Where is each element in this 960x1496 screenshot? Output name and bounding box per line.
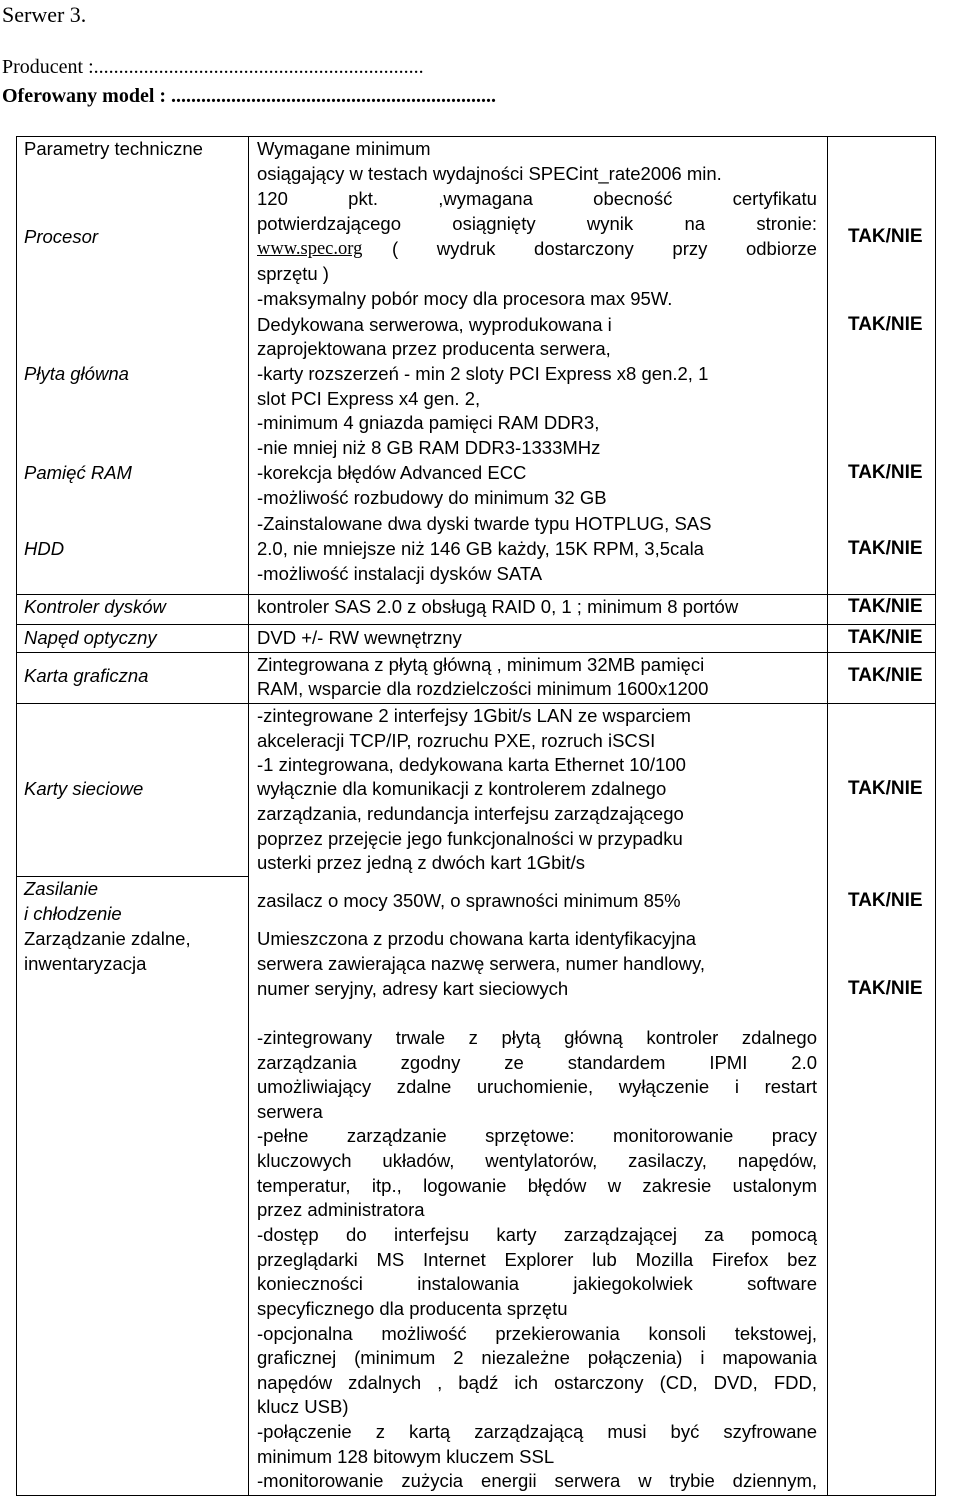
row-label: Karty sieciowe [24, 778, 144, 799]
row-line: Umieszczona z przodu chowana karta identyfikacyjna [257, 928, 697, 949]
row-line: Zintegrowana z płytą główną , minimum 32MB pamięci [257, 654, 705, 675]
row-line: umożliwiający zdalne uruchomienie, wyłączenie i restart [257, 1076, 817, 1097]
row-line: napędów zdalnych , bądź ich ostarczony (CD, DVD, FDD, [257, 1372, 817, 1393]
row-line: -minimum 4 gniazda pamięci RAM DDR3, [257, 412, 600, 433]
row-line: graficznej (minimum 2 niezależne połączenia) i mapowania [257, 1347, 817, 1368]
row-line: osiągający w testach wydajności SPECint_rate2006 min. [257, 163, 722, 184]
row-line: -1 zintegrowana, dedykowana karta Ethernet 10/100 [257, 754, 686, 775]
row-line: -połączenie z kartą zarządzającą musi być szyfrowane [257, 1421, 817, 1442]
row-label: HDD [24, 538, 65, 559]
row-line: minimum 128 bitowym kluczem SSL [257, 1446, 555, 1467]
row-line: wyłącznie dla komunikacji z kontrolerem zdalnego [257, 778, 667, 799]
row-line: przez administratora [257, 1199, 425, 1220]
producer-field: Producent :.................................................................. [2, 56, 424, 78]
row-line: -opcjonalna możliwość przekierowania konsoli tekstowej, [257, 1323, 817, 1344]
row-line: -nie mniej niż 8 GB RAM DDR3-1333MHz [257, 437, 601, 458]
answer-cell: TAK/NIE [848, 538, 923, 559]
spec-link[interactable]: www.spec.org [257, 239, 363, 259]
model-field: Oferowany model : ................................................................. [2, 85, 497, 107]
row-line: -dostęp do interfejsu karty zarządzającej za pomocą [257, 1224, 817, 1245]
row-line: -zintegrowane 2 interfejsy 1Gbit/s LAN ze wsparciem [257, 705, 691, 726]
row-line: kontroler SAS 2.0 z obsługą RAID 0, 1 ; minimum 8 portów [257, 596, 739, 617]
row-label: inwentaryzacja [24, 953, 147, 974]
row-line: 2.0, nie mniejsze niż 146 GB każdy, 15K RPM, 3,5cala [257, 538, 704, 559]
row-label: Pamięć RAM [24, 462, 132, 483]
row-line: temperatur, itp., logowanie błędów w zakresie ustalonym [257, 1175, 817, 1196]
answer-cell: TAK/NIE [848, 665, 923, 686]
row-line: -monitorowanie zużycia energii serwera w trybie dziennym, [257, 1470, 817, 1491]
row-label: Napęd optyczny [24, 627, 157, 648]
row-line: poprzez przejęcie jego funkcjonalności w przypadku [257, 828, 683, 849]
row-line: zasilacz o mocy 350W, o sprawności minimum 85% [257, 890, 681, 911]
answer-cell: TAK/NIE [848, 890, 923, 911]
row-line: -karty rozszerzeń - min 2 sloty PCI Express x8 gen.2, 1 [257, 363, 709, 384]
row-line: -pełne zarządzanie sprzętowe: monitorowanie pracy [257, 1125, 817, 1146]
row-line: usterki przez jedną z dwóch kart 1Gbit/s [257, 852, 586, 873]
row-line: www.spec.org ( wydruk dostarczony przy odbiorze [257, 237, 817, 262]
row-label: Karta graficzna [24, 665, 149, 686]
row-line: sprzętu ) [257, 263, 329, 284]
row-line: serwera [257, 1101, 323, 1122]
answer-cell: TAK/NIE [848, 596, 923, 617]
row-line: numer seryjny, adresy kart sieciowych [257, 978, 569, 999]
row-line: -korekcja błędów Advanced ECC [257, 462, 527, 483]
header-parameters: Parametry techniczne [24, 138, 203, 159]
answer-cell: TAK/NIE [848, 627, 923, 648]
answer-cell: TAK/NIE [848, 978, 923, 999]
document-title: Serwer 3. [2, 2, 87, 27]
row-line: zarządzania zgodny ze standardem IPMI 2.0 [257, 1052, 817, 1073]
row-line: -możliwość instalacji dysków SATA [257, 563, 543, 584]
row-label: Procesor [24, 226, 99, 247]
row-line: specyficznego dla producenta sprzętu [257, 1298, 568, 1319]
row-line: przeglądarki MS Internet Explorer lub Mozilla Firefox bez [257, 1249, 817, 1270]
row-line: zarządzania, redundancja interfejsu zarządzającego [257, 803, 684, 824]
row-line: RAM, wsparcie dla rozdzielczości minimum 1600x1200 [257, 678, 709, 699]
row-line: -zintegrowany trwale z płytą główną kontroler zdalnego [257, 1027, 817, 1048]
row-line: potwierdzającego osiągnięty wynik na stronie: [257, 213, 817, 234]
row-line: klucz USB) [257, 1396, 349, 1417]
row-label: i chłodzenie [24, 903, 122, 924]
row-line: zaprojektowana przez producenta serwera, [257, 338, 611, 359]
row-label: Zasilanie [24, 878, 99, 899]
row-line: -maksymalny pobór mocy dla procesora max 95W. [257, 288, 673, 309]
answer-cell: TAK/NIE [848, 462, 923, 483]
answer-cell: TAK/NIE [848, 314, 923, 335]
row-line: -Zainstalowane dwa dyski twarde typu HOTPLUG, SAS [257, 513, 712, 534]
row-line: akceleracji TCP/IP, rozruchu PXE, rozruch iSCSI [257, 730, 656, 751]
row-line: DVD +/- RW wewnętrzny [257, 627, 462, 648]
row-line: Dedykowana serwerowa, wyprodukowana i [257, 314, 612, 335]
row-line: serwera zawierająca nazwę serwera, numer handlowy, [257, 953, 705, 974]
row-line: slot PCI Express x4 gen. 2, [257, 388, 481, 409]
row-line: konieczności instalowania jakiegokolwiek software [257, 1273, 817, 1294]
row-label: Kontroler dysków [24, 596, 166, 617]
answer-cell: TAK/NIE [848, 226, 923, 247]
row-line: kluczowych układów, wentylatorów, zasilaczy, napędów, [257, 1150, 817, 1171]
row-line: -możliwość rozbudowy do minimum 32 GB [257, 487, 607, 508]
row-label: Zarządzanie zdalne, [24, 928, 191, 949]
row-line: 120 pkt. ,wymagana obecność certyfikatu [257, 188, 817, 209]
header-minimum: Wymagane minimum [257, 138, 431, 159]
answer-cell: TAK/NIE [848, 778, 923, 799]
row-label: Płyta główna [24, 363, 129, 384]
